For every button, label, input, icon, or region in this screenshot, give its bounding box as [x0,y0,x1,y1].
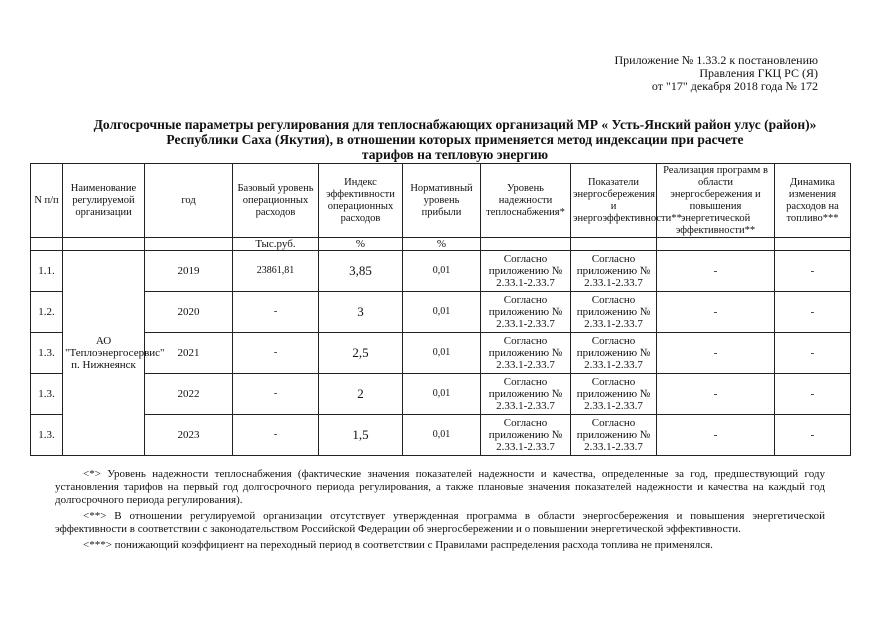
table-row [31,292,851,333]
unit-profit: % [403,238,481,251]
row-dynamics: - [775,251,851,292]
row-year: 2019 [145,251,233,292]
row-num: 1.3. [31,374,63,415]
document-title [60,117,850,162]
row-index: 3,85 [319,251,403,292]
row-index: 1,5 [319,415,403,456]
row-index: 3 [319,292,403,333]
row-year: 2022 [145,374,233,415]
row-base: - [233,374,319,415]
row-num: 1.1. [31,251,63,292]
header-num: N п/п [31,164,63,238]
row-year: 2020 [145,292,233,333]
row-base: - [233,415,319,456]
row-program: - [657,251,775,292]
annex-line-2: Правления ГКЦ РС (Я) [699,66,818,80]
row-reliability: Согласно приложению № 2.33.1-2.33.7 [481,292,571,333]
row-num: 1.2. [31,292,63,333]
row-reliability: Согласно приложению № 2.33.1-2.33.7 [481,415,571,456]
header-profit: Нормативный уровень прибыли [403,164,481,238]
header-org: Наименование регулируемой организации [63,164,145,238]
parameters-table [30,163,851,456]
row-dynamics: - [775,333,851,374]
unit-base: Тыс.руб. [233,238,319,251]
footnotes [55,468,825,555]
row-energy: Согласно приложению № 2.33.1-2.33.7 [571,333,657,374]
annex-line-1: Приложение № 1.33.2 к постановлению [614,53,818,67]
row-energy: Согласно приложению № 2.33.1-2.33.7 [571,374,657,415]
row-index: 2 [319,374,403,415]
header-year: год [145,164,233,238]
row-dynamics: - [775,415,851,456]
row-reliability: Согласно приложению № 2.33.1-2.33.7 [481,374,571,415]
row-reliability: Согласно приложению № 2.33.1-2.33.7 [481,333,571,374]
header-dynamics: Динамика изменения расходов на топливо*** [775,164,851,238]
title-line-1: Долгосрочные параметры регулирования для теплоснабжающих организаций МР « Усть-Янский район улус (район)» [93,117,817,132]
table-row [31,374,851,415]
row-num: 1.3. [31,415,63,456]
row-reliability: Согласно приложению № 2.33.1-2.33.7 [481,251,571,292]
row-profit: 0,01 [403,333,481,374]
header-program: Реализация программ в области энергосбережения и повышения энергетической эффективности** [657,164,775,238]
unit-index: % [319,238,403,251]
title-line-2: Республики Саха (Якутия), в отношении которых применяется метод индексации при расчете [166,132,744,147]
row-index: 2,5 [319,333,403,374]
table-units-row [31,238,851,251]
title-line-3: тарифов на тепловую энергию [361,147,549,162]
footnote-3: <***> понижающий коэффициент на переходный период в соответствии с Правилами распределения расхода топлива не применялся. [83,539,713,551]
table-header-row [31,164,851,238]
row-base: - [233,292,319,333]
row-dynamics: - [775,374,851,415]
row-base: 23861,81 [233,251,319,292]
row-base: - [233,333,319,374]
row-dynamics: - [775,292,851,333]
table-row [31,415,851,456]
footnote-1: <*> Уровень надежности теплоснабжения (фактические значения показателей надежности и качества, определенные за год, предшествующий году установления тарифов на первый год долгосрочного периода регулирования, а также плановые значения показателей надежности и качества на каждый год долгосрочного периода регулирования). [55,468,825,506]
header-base: Базовый уровень операционных расходов [233,164,319,238]
row-program: - [657,374,775,415]
row-year: 2023 [145,415,233,456]
table-row [31,251,851,292]
row-profit: 0,01 [403,251,481,292]
org-name: АО "Теплоэнергосервис" п. Нижнеянск [63,251,145,456]
annex-header [614,54,818,93]
row-energy: Согласно приложению № 2.33.1-2.33.7 [571,251,657,292]
row-energy: Согласно приложению № 2.33.1-2.33.7 [571,292,657,333]
header-reliability: Уровень надежности теплоснабжения* [481,164,571,238]
row-year: 2021 [145,333,233,374]
row-program: - [657,415,775,456]
row-num: 1.3. [31,333,63,374]
row-energy: Согласно приложению № 2.33.1-2.33.7 [571,415,657,456]
annex-line-3: от "17" декабря 2018 года № 172 [651,79,818,93]
header-energy: Показатели энергосбережения и энергоэффективности** [571,164,657,238]
row-profit: 0,01 [403,415,481,456]
header-index: Индекс эффективности операционных расходов [319,164,403,238]
row-program: - [657,333,775,374]
row-profit: 0,01 [403,292,481,333]
row-profit: 0,01 [403,374,481,415]
footnote-2: <**> В отношении регулируемой организации отсутствует утвержденная программа в области энергосбережения и повышения энергетической эффективности в соответствии с законодательством Российской Федерации об энергосбережении и о повышении энергетической эффективности. [55,510,825,535]
row-program: - [657,292,775,333]
